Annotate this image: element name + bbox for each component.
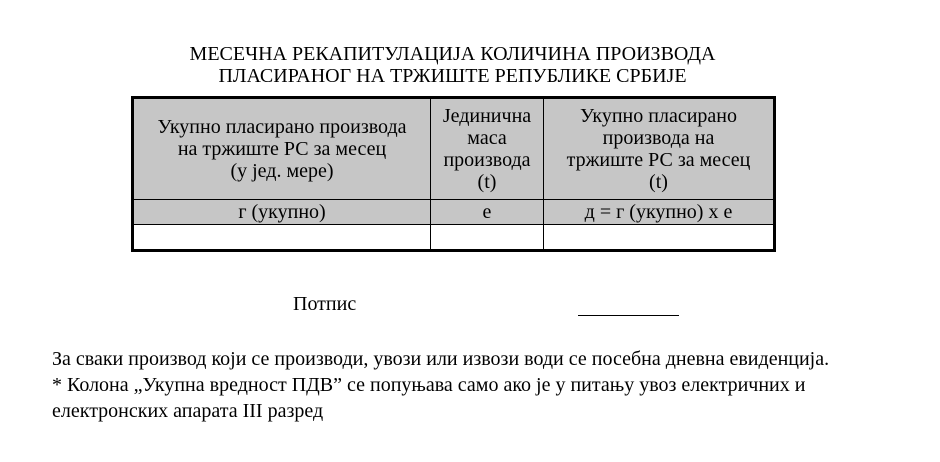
header-line: (t) bbox=[477, 171, 497, 193]
note-line-3: електронских апарата III разред bbox=[52, 400, 324, 422]
header-line: производа bbox=[443, 149, 531, 171]
note-line-2: * Колона „Укупна вредност ПДВ” се попуњава само ако је у питању увоз електричних и bbox=[52, 374, 806, 396]
header-total-placed-units bbox=[133, 98, 431, 200]
table-header-row bbox=[133, 98, 775, 200]
signature-label: Потпис bbox=[293, 293, 357, 315]
header-line: тржиште РС за месец bbox=[566, 149, 751, 171]
note-line-1: За сваки производ који се производи, увози или извози води се посебна дневна евиденција. bbox=[52, 348, 830, 370]
header-line: производа на bbox=[602, 127, 715, 149]
header-line: (у јед. мере) bbox=[230, 160, 334, 182]
title-line-1: МЕСЕЧНА РЕКАПИТУЛАЦИЈА КОЛИЧИНА ПРОИЗВОДА bbox=[189, 43, 716, 65]
data-cell[interactable] bbox=[133, 225, 431, 251]
header-line: Јединична bbox=[442, 105, 532, 127]
formula-cell: г (укупно) bbox=[133, 200, 431, 225]
header-total-placed-tonnes bbox=[544, 98, 775, 200]
header-line: Укупно пласирано производа bbox=[157, 116, 407, 138]
header-line: маса bbox=[467, 127, 507, 149]
table-row bbox=[133, 225, 775, 251]
table-formula-row bbox=[133, 200, 775, 225]
header-line: на тржиште РС за месец bbox=[177, 138, 387, 160]
recapitulation-table bbox=[131, 96, 776, 252]
formula-cell: д = г (укупно) х е bbox=[544, 200, 775, 225]
footnotes bbox=[52, 346, 932, 424]
formula-cell: е bbox=[431, 200, 544, 225]
data-cell[interactable] bbox=[544, 225, 775, 251]
header-unit-mass bbox=[431, 98, 544, 200]
title-line-2: ПЛАСИРАНОГ НА ТРЖИШТЕ РЕПУБЛИКЕ СРБИЈЕ bbox=[218, 65, 687, 87]
signature-line bbox=[578, 315, 679, 316]
header-line: Укупно пласирано bbox=[580, 105, 737, 127]
document-title bbox=[0, 43, 905, 87]
data-cell[interactable] bbox=[431, 225, 544, 251]
header-line: (t) bbox=[649, 171, 668, 193]
